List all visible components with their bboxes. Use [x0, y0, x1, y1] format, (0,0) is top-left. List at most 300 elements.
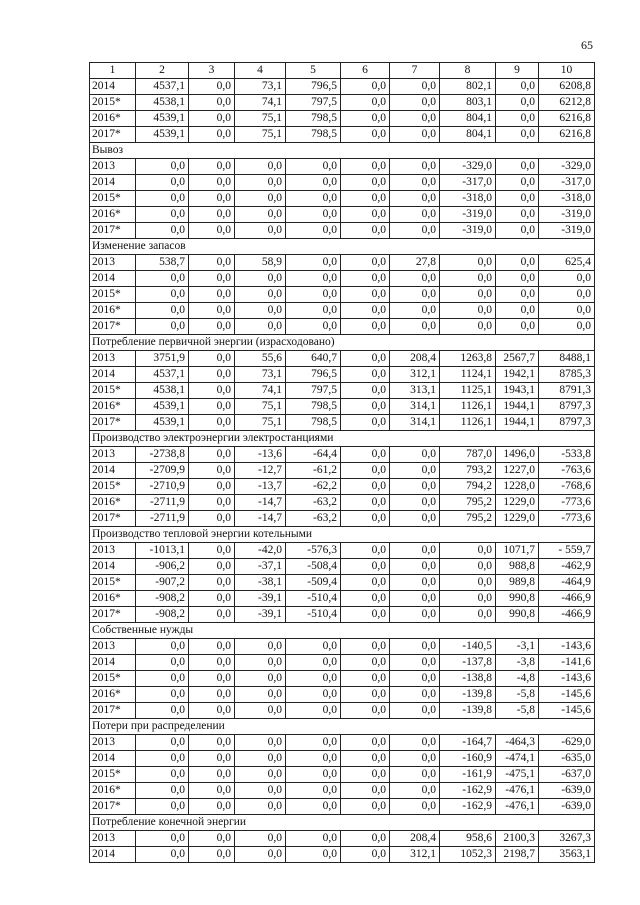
value-cell: 0,0: [341, 831, 390, 847]
year-cell: 2016*: [90, 495, 136, 511]
year-cell: 2015*: [90, 767, 136, 783]
value-cell: 3563,1: [539, 847, 595, 863]
value-cell: 0,0: [189, 687, 235, 703]
value-cell: 0,0: [235, 767, 286, 783]
value-cell: -576,3: [286, 543, 341, 559]
value-cell: -139,8: [440, 687, 496, 703]
value-cell: -464,9: [539, 575, 595, 591]
value-cell: 0,0: [390, 111, 440, 127]
value-cell: 8785,3: [539, 367, 595, 383]
value-cell: 0,0: [440, 575, 496, 591]
energy-balance-table: [89, 62, 595, 863]
value-cell: -138,8: [440, 671, 496, 687]
value-cell: 0,0: [440, 607, 496, 623]
value-cell: 0,0: [286, 799, 341, 815]
value-cell: -1013,1: [136, 543, 189, 559]
value-cell: 312,1: [390, 367, 440, 383]
year-cell: 2014: [90, 79, 136, 95]
value-cell: 804,1: [440, 127, 496, 143]
value-cell: 0,0: [390, 655, 440, 671]
value-cell: -317,0: [440, 175, 496, 191]
year-cell: 2016*: [90, 207, 136, 223]
value-cell: 0,0: [136, 703, 189, 719]
value-cell: 0,0: [286, 831, 341, 847]
value-cell: 0,0: [286, 671, 341, 687]
value-cell: 0,0: [235, 303, 286, 319]
value-cell: -464,3: [496, 735, 539, 751]
value-cell: 3267,3: [539, 831, 595, 847]
year-cell: 2013: [90, 831, 136, 847]
value-cell: 4539,1: [136, 415, 189, 431]
value-cell: 0,0: [235, 159, 286, 175]
value-cell: 0,0: [286, 287, 341, 303]
value-cell: -143,6: [539, 671, 595, 687]
year-cell: 2016*: [90, 399, 136, 415]
value-cell: 0,0: [341, 351, 390, 367]
value-cell: -162,9: [440, 799, 496, 815]
value-cell: 640,7: [286, 351, 341, 367]
value-cell: -329,0: [539, 159, 595, 175]
section-header-row: [90, 719, 595, 735]
value-cell: 0,0: [341, 415, 390, 431]
table-row: [90, 95, 595, 111]
value-cell: 0,0: [189, 319, 235, 335]
value-cell: 2198,7: [496, 847, 539, 863]
value-cell: 0,0: [235, 639, 286, 655]
value-cell: 0,0: [136, 639, 189, 655]
value-cell: 0,0: [235, 175, 286, 191]
value-cell: 0,0: [390, 223, 440, 239]
year-cell: 2017*: [90, 511, 136, 527]
table-row: [90, 495, 595, 511]
value-cell: 1943,1: [496, 383, 539, 399]
year-cell: 2014: [90, 847, 136, 863]
section-title: Изменение запасов: [90, 239, 595, 255]
value-cell: 0,0: [189, 287, 235, 303]
value-cell: 0,0: [341, 639, 390, 655]
year-cell: 2014: [90, 559, 136, 575]
value-cell: 0,0: [136, 175, 189, 191]
value-cell: 0,0: [390, 511, 440, 527]
value-cell: -474,1: [496, 751, 539, 767]
value-cell: 8797,3: [539, 399, 595, 415]
value-cell: -907,2: [136, 575, 189, 591]
value-cell: -140,5: [440, 639, 496, 655]
value-cell: 0,0: [189, 207, 235, 223]
value-cell: 208,4: [390, 831, 440, 847]
value-cell: 0,0: [390, 127, 440, 143]
value-cell: 0,0: [539, 319, 595, 335]
value-cell: 0,0: [440, 255, 496, 271]
value-cell: -13,6: [235, 447, 286, 463]
value-cell: 0,0: [496, 255, 539, 271]
value-cell: 0,0: [136, 303, 189, 319]
value-cell: -318,0: [539, 191, 595, 207]
year-cell: 2017*: [90, 799, 136, 815]
value-cell: -639,0: [539, 783, 595, 799]
value-cell: 798,5: [286, 127, 341, 143]
value-cell: 4539,1: [136, 111, 189, 127]
value-cell: -37,1: [235, 559, 286, 575]
table-row: [90, 127, 595, 143]
value-cell: 990,8: [496, 591, 539, 607]
value-cell: -462,9: [539, 559, 595, 575]
value-cell: 0,0: [189, 191, 235, 207]
value-cell: 0,0: [136, 687, 189, 703]
value-cell: 988,8: [496, 559, 539, 575]
value-cell: 0,0: [189, 639, 235, 655]
value-cell: 0,0: [189, 255, 235, 271]
value-cell: 1496,0: [496, 447, 539, 463]
value-cell: 0,0: [286, 783, 341, 799]
value-cell: 74,1: [235, 383, 286, 399]
value-cell: -38,1: [235, 575, 286, 591]
year-cell: 2013: [90, 543, 136, 559]
value-cell: 0,0: [286, 639, 341, 655]
value-cell: - 559,7: [539, 543, 595, 559]
value-cell: 0,0: [341, 575, 390, 591]
value-cell: 0,0: [341, 799, 390, 815]
section-title: Потери при распределении: [90, 719, 595, 735]
table-row: [90, 367, 595, 383]
year-cell: 2017*: [90, 319, 136, 335]
value-cell: -908,2: [136, 591, 189, 607]
year-cell: 2017*: [90, 703, 136, 719]
value-cell: 4539,1: [136, 127, 189, 143]
value-cell: 0,0: [341, 559, 390, 575]
value-cell: 0,0: [189, 591, 235, 607]
value-cell: -145,6: [539, 703, 595, 719]
value-cell: 4539,1: [136, 399, 189, 415]
value-cell: 6208,8: [539, 79, 595, 95]
year-cell: 2014: [90, 751, 136, 767]
value-cell: 0,0: [341, 319, 390, 335]
value-cell: 0,0: [189, 447, 235, 463]
value-cell: 0,0: [235, 223, 286, 239]
value-cell: 0,0: [235, 319, 286, 335]
section-title: Собственные нужды: [90, 623, 595, 639]
value-cell: 0,0: [189, 735, 235, 751]
value-cell: 0,0: [136, 655, 189, 671]
table-row: [90, 831, 595, 847]
table-row: [90, 799, 595, 815]
value-cell: -39,1: [235, 591, 286, 607]
value-cell: 2100,3: [496, 831, 539, 847]
value-cell: 74,1: [235, 95, 286, 111]
value-cell: 0,0: [390, 95, 440, 111]
value-cell: 0,0: [440, 271, 496, 287]
value-cell: 0,0: [341, 511, 390, 527]
value-cell: 538,7: [136, 255, 189, 271]
table-row: [90, 255, 595, 271]
value-cell: 0,0: [341, 687, 390, 703]
table-row: [90, 223, 595, 239]
value-cell: -2709,9: [136, 463, 189, 479]
value-cell: 0,0: [390, 495, 440, 511]
value-cell: 0,0: [136, 751, 189, 767]
value-cell: 0,0: [235, 703, 286, 719]
value-cell: 795,2: [440, 495, 496, 511]
value-cell: 0,0: [136, 799, 189, 815]
table-row: [90, 607, 595, 623]
value-cell: 0,0: [341, 671, 390, 687]
value-cell: 1125,1: [440, 383, 496, 399]
year-cell: 2013: [90, 447, 136, 463]
value-cell: 0,0: [286, 655, 341, 671]
value-cell: -42,0: [235, 543, 286, 559]
value-cell: -62,2: [286, 479, 341, 495]
value-cell: 1052,3: [440, 847, 496, 863]
value-cell: 0,0: [341, 207, 390, 223]
value-cell: -5,8: [496, 687, 539, 703]
value-cell: 0,0: [341, 191, 390, 207]
value-cell: 0,0: [189, 415, 235, 431]
section-title: Производство электроэнергии электростанциями: [90, 431, 595, 447]
value-cell: 0,0: [390, 463, 440, 479]
year-cell: 2013: [90, 639, 136, 655]
value-cell: 0,0: [235, 287, 286, 303]
value-cell: 0,0: [286, 847, 341, 863]
table-row: [90, 191, 595, 207]
value-cell: 0,0: [136, 847, 189, 863]
year-cell: 2013: [90, 159, 136, 175]
value-cell: -12,7: [235, 463, 286, 479]
value-cell: 0,0: [189, 671, 235, 687]
value-cell: 0,0: [235, 191, 286, 207]
value-cell: 989,8: [496, 575, 539, 591]
value-cell: -635,0: [539, 751, 595, 767]
value-cell: 0,0: [390, 79, 440, 95]
value-cell: 0,0: [189, 799, 235, 815]
value-cell: -908,2: [136, 607, 189, 623]
value-cell: 795,2: [440, 511, 496, 527]
value-cell: 1071,7: [496, 543, 539, 559]
value-cell: 0,0: [341, 751, 390, 767]
value-cell: -763,6: [539, 463, 595, 479]
value-cell: -319,0: [539, 207, 595, 223]
value-cell: 0,0: [286, 159, 341, 175]
year-cell: 2016*: [90, 783, 136, 799]
value-cell: 1227,0: [496, 463, 539, 479]
section-title: Производство тепловой энергии котельными: [90, 527, 595, 543]
value-cell: 0,0: [235, 831, 286, 847]
value-cell: 0,0: [136, 191, 189, 207]
value-cell: 0,0: [235, 735, 286, 751]
value-cell: -318,0: [440, 191, 496, 207]
value-cell: 75,1: [235, 415, 286, 431]
table-row: [90, 159, 595, 175]
value-cell: 0,0: [496, 223, 539, 239]
value-cell: 0,0: [341, 159, 390, 175]
value-cell: 0,0: [189, 751, 235, 767]
table-row: [90, 751, 595, 767]
value-cell: 990,8: [496, 607, 539, 623]
value-cell: 0,0: [390, 559, 440, 575]
value-cell: -329,0: [440, 159, 496, 175]
value-cell: 0,0: [189, 399, 235, 415]
value-cell: 0,0: [189, 847, 235, 863]
table-row: [90, 591, 595, 607]
value-cell: -63,2: [286, 511, 341, 527]
value-cell: -533,8: [539, 447, 595, 463]
value-cell: 0,0: [286, 303, 341, 319]
value-cell: 0,0: [286, 207, 341, 223]
section-header-row: [90, 527, 595, 543]
table-row: [90, 687, 595, 703]
column-header: 9: [496, 63, 539, 79]
value-cell: 0,0: [136, 319, 189, 335]
column-header: 3: [189, 63, 235, 79]
table-row: [90, 319, 595, 335]
value-cell: 0,0: [136, 287, 189, 303]
value-cell: -14,7: [235, 495, 286, 511]
value-cell: 0,0: [189, 159, 235, 175]
value-cell: 0,0: [189, 831, 235, 847]
column-header: 8: [440, 63, 496, 79]
value-cell: 4538,1: [136, 383, 189, 399]
value-cell: 802,1: [440, 79, 496, 95]
value-cell: 0,0: [390, 543, 440, 559]
value-cell: 0,0: [189, 655, 235, 671]
value-cell: 0,0: [341, 783, 390, 799]
value-cell: 0,0: [496, 287, 539, 303]
value-cell: 796,5: [286, 79, 341, 95]
value-cell: 0,0: [440, 543, 496, 559]
value-cell: 0,0: [341, 703, 390, 719]
section-header-row: [90, 815, 595, 831]
value-cell: 6216,8: [539, 127, 595, 143]
year-cell: 2017*: [90, 223, 136, 239]
section-header-row: [90, 335, 595, 351]
year-cell: 2013: [90, 735, 136, 751]
value-cell: -2738,8: [136, 447, 189, 463]
section-header-row: [90, 431, 595, 447]
page-number: 65: [581, 38, 593, 52]
value-cell: -319,0: [440, 223, 496, 239]
value-cell: 0,0: [235, 783, 286, 799]
value-cell: 1944,1: [496, 399, 539, 415]
value-cell: 0,0: [286, 255, 341, 271]
value-cell: 0,0: [496, 79, 539, 95]
value-cell: 0,0: [189, 367, 235, 383]
value-cell: 73,1: [235, 367, 286, 383]
value-cell: -319,0: [440, 207, 496, 223]
value-cell: 0,0: [539, 287, 595, 303]
value-cell: 0,0: [341, 95, 390, 111]
value-cell: -906,2: [136, 559, 189, 575]
table-row: [90, 847, 595, 863]
value-cell: 0,0: [189, 511, 235, 527]
value-cell: 1944,1: [496, 415, 539, 431]
value-cell: 0,0: [235, 655, 286, 671]
year-cell: 2016*: [90, 303, 136, 319]
year-cell: 2014: [90, 367, 136, 383]
value-cell: 0,0: [390, 639, 440, 655]
value-cell: -466,9: [539, 591, 595, 607]
table-row: [90, 79, 595, 95]
value-cell: 0,0: [189, 127, 235, 143]
value-cell: 4538,1: [136, 95, 189, 111]
value-cell: 0,0: [496, 207, 539, 223]
section-header-row: [90, 623, 595, 639]
value-cell: 3751,9: [136, 351, 189, 367]
value-cell: -160,9: [440, 751, 496, 767]
value-cell: -773,6: [539, 511, 595, 527]
value-cell: 314,1: [390, 399, 440, 415]
year-cell: 2017*: [90, 127, 136, 143]
value-cell: -319,0: [539, 223, 595, 239]
value-cell: -4,8: [496, 671, 539, 687]
value-cell: -509,4: [286, 575, 341, 591]
year-cell: 2014: [90, 271, 136, 287]
value-cell: 1126,1: [440, 415, 496, 431]
year-cell: 2015*: [90, 479, 136, 495]
value-cell: 0,0: [286, 735, 341, 751]
value-cell: 0,0: [440, 287, 496, 303]
value-cell: -61,2: [286, 463, 341, 479]
value-cell: -629,0: [539, 735, 595, 751]
value-cell: -63,2: [286, 495, 341, 511]
value-cell: 0,0: [136, 159, 189, 175]
year-cell: 2014: [90, 175, 136, 191]
value-cell: 0,0: [189, 559, 235, 575]
column-number-header-row: [90, 63, 595, 79]
value-cell: 6212,8: [539, 95, 595, 111]
value-cell: -143,6: [539, 639, 595, 655]
column-header: 1: [90, 63, 136, 79]
value-cell: 0,0: [189, 79, 235, 95]
value-cell: 0,0: [496, 175, 539, 191]
column-header: 5: [286, 63, 341, 79]
value-cell: 0,0: [390, 271, 440, 287]
value-cell: 1124,1: [440, 367, 496, 383]
value-cell: 0,0: [440, 591, 496, 607]
value-cell: 1942,1: [496, 367, 539, 383]
value-cell: 0,0: [440, 303, 496, 319]
value-cell: -161,9: [440, 767, 496, 783]
value-cell: 0,0: [496, 303, 539, 319]
year-cell: 2016*: [90, 591, 136, 607]
value-cell: 312,1: [390, 847, 440, 863]
value-cell: -773,6: [539, 495, 595, 511]
value-cell: 0,0: [341, 767, 390, 783]
value-cell: -141,6: [539, 655, 595, 671]
value-cell: 0,0: [390, 207, 440, 223]
value-cell: 0,0: [390, 671, 440, 687]
value-cell: 313,1: [390, 383, 440, 399]
value-cell: 6216,8: [539, 111, 595, 127]
value-cell: 0,0: [496, 111, 539, 127]
value-cell: 0,0: [136, 831, 189, 847]
section-header-row: [90, 239, 595, 255]
value-cell: 2567,7: [496, 351, 539, 367]
value-cell: 208,4: [390, 351, 440, 367]
value-cell: 0,0: [341, 383, 390, 399]
value-cell: 0,0: [286, 767, 341, 783]
value-cell: 0,0: [286, 319, 341, 335]
value-cell: 0,0: [286, 223, 341, 239]
value-cell: 0,0: [496, 271, 539, 287]
value-cell: 8791,3: [539, 383, 595, 399]
value-cell: 0,0: [341, 111, 390, 127]
value-cell: 0,0: [189, 607, 235, 623]
table-row: [90, 383, 595, 399]
value-cell: 0,0: [390, 175, 440, 191]
value-cell: -317,0: [539, 175, 595, 191]
value-cell: 0,0: [235, 207, 286, 223]
year-cell: 2015*: [90, 671, 136, 687]
value-cell: 8797,3: [539, 415, 595, 431]
